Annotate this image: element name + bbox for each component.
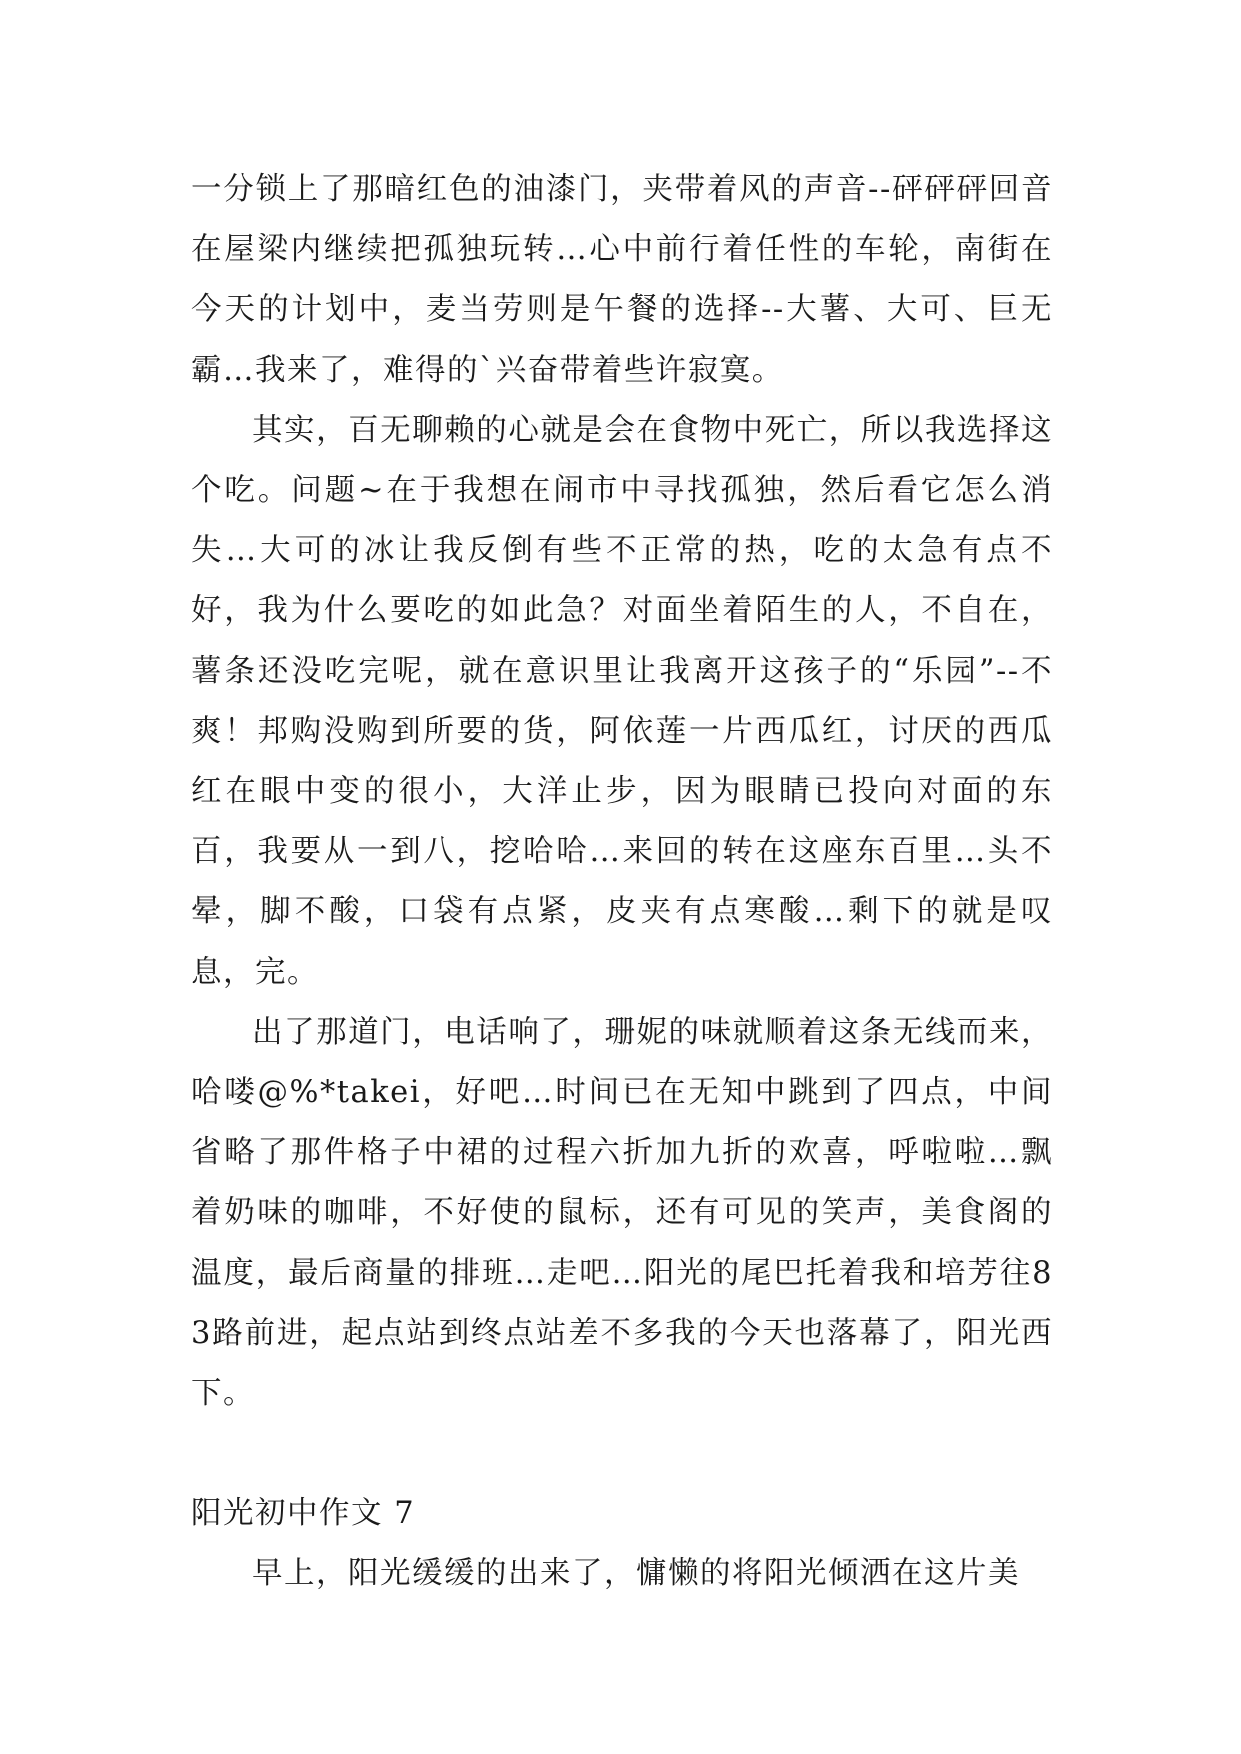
- paragraph-3: 出了那道门，电话响了，珊妮的味就顺着这条无线而来，哈喽@%*takei，好吧…时间已在无知中跳到了四点，中间省略了那件格子中裙的过程六折加九折的欢喜，呼啦啦…飘着奶味的咖啡，不好使的鼠标，还有可见的笑声，美食阁的温度，最后商量的排班…走吧…阳光的尾巴托着我和培芳往83路前进，起点站到终点站差不多我的今天也落幕了，阳光西下。: [191, 1014, 1053, 1412]
- section-title: 阳光初中作文 7: [191, 1496, 416, 1532]
- paragraph-2: 其实，百无聊赖的心就是会在食物中死亡，所以我选择这个吃。问题~在于我想在闹市中寻找孤独，然后看它怎么消失…大可的冰让我反倒有些不正常的热，吃的太急有点不好，我为什么要吃的如此急？对面坐着陌生的人，不自在，薯条还没吃完呢，就在意识里让我离开这孩子的“乐园”--不爽！邦购没购到所要的货，阿依莲一片西瓜红，讨厌的西瓜红在眼中变的很小，大洋止步，因为眼睛已投向对面的东百，我要从一到八，挖哈哈…来回的转在这座东百里…头不晕，脚不酸，口袋有点紧，皮夹有点寒酸…剩下的就是叹息，完。: [191, 412, 1053, 990]
- document-page: [191, 160, 1053, 1605]
- paragraph-1: 一分锁上了那暗红色的油漆门，夹带着风的声音--砰砰砰回音在屋梁内继续把孤独玩转…心中前行着任性的车轮，南街在今天的计划中，麦当劳则是午餐的选择--大薯、大可、巨无霸…我来了，难得的`兴奋带着些许寂寞。: [191, 172, 1053, 388]
- paragraph-4: 早上，阳光缓缓的出来了，慵懒的将阳光倾洒在这片美: [252, 1556, 1020, 1592]
